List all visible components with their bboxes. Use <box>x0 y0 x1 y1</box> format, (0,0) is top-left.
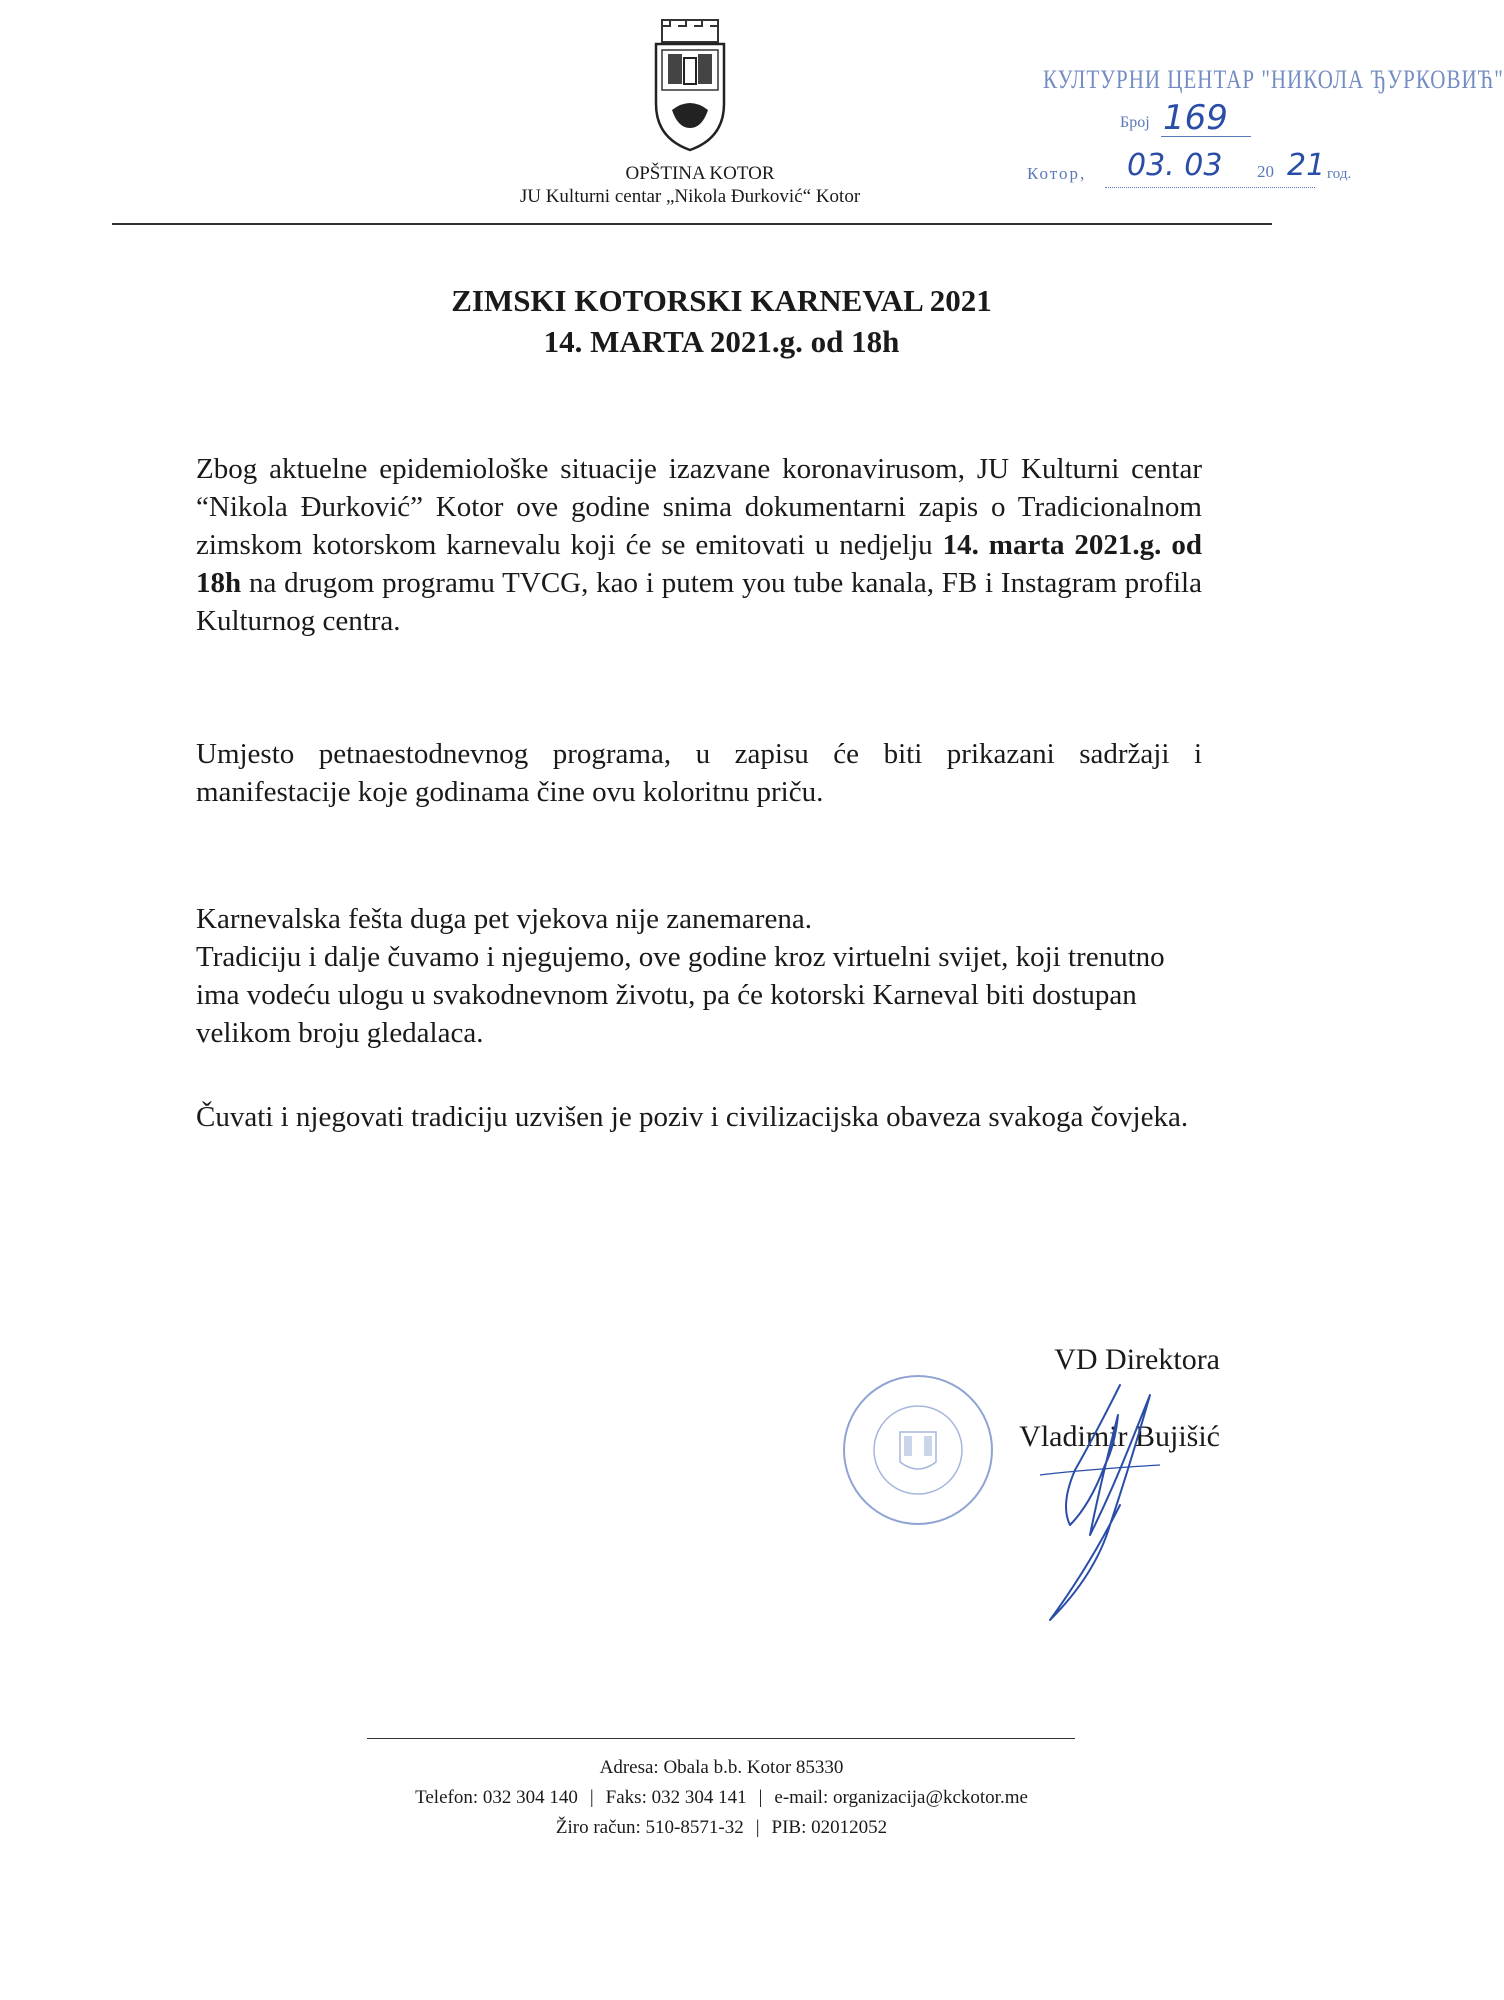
stamp-place-label: Котор, <box>1027 164 1087 183</box>
footer-divider <box>367 1738 1075 1739</box>
stamp-number-value: 169 <box>1163 98 1228 138</box>
paragraph-1-date: 14. marta 2021.g. od 18h <box>196 529 1202 599</box>
stamp-date-line <box>1105 187 1315 188</box>
stamp-year-prefix: 20 <box>1257 162 1274 181</box>
footer-account: Žiro račun: 510-8571-32 <box>555 1817 744 1838</box>
coat-of-arms-icon <box>650 18 730 154</box>
paragraph-3 <box>196 900 1202 1052</box>
paragraph-3-line-1: Karnevalska fešta duga pet vjekova nije zanemarena. <box>196 903 812 935</box>
footer-phone: Telefon: 032 304 140 <box>415 1787 578 1808</box>
paragraph-3-line-2: Tradiciju i dalje čuvamo i njegujemo, ove godine kroz virtuelni svijet, koji trenutno ima vodeću ulogu u svakodnevnom životu, pa će kotorski Karneval biti dostupan velikom broju gledalaca. <box>196 941 1165 1049</box>
paragraph-1-text-a: Zbog aktuelne epidemiološke situacije izazvane koronavirusom, JU Kulturni centar “Nikola Đurković” Kotor ove godine snima dokumentarni zapis o Tradicionalnom zimskom kotorskom karnevalu koji će se emitovati u nedjelju <box>196 453 1202 561</box>
paragraph-2: Umjesto petnaestodnevnog programa, u zapisu će biti prikazani sadržaji i manifestacije koje godinama čine ovu koloritnu priču. <box>196 738 1202 808</box>
footer-email[interactable]: e-mail: organizacija@kckotor.me <box>774 1787 1028 1808</box>
header-divider <box>112 223 1272 225</box>
signatory-title: VD Direktora <box>1054 1343 1220 1376</box>
registration-stamp <box>1027 64 1504 194</box>
footer-contacts: Telefon: 032 304 140 | Faks: 032 304 141 | e-mail: organizacija@kckotor.me <box>415 1787 1028 1808</box>
footer-address: Adresa: Obala b.b. Kotor 85330 <box>599 1757 844 1778</box>
municipality-name: OPŠTINA KOTOR <box>625 163 775 184</box>
paragraph-4: Čuvati i njegovati tradiciju uzvišen je poziv i civilizacijska obaveza svakoga čovjeka. <box>196 1101 1189 1133</box>
institution-name: JU Kulturni centar „Nikola Đurković“ Kotor <box>519 186 861 207</box>
footer-pib: PIB: 02012052 <box>771 1817 888 1838</box>
footer-fax: Faks: 032 304 141 <box>605 1787 747 1808</box>
stamp-number-line <box>1161 136 1251 137</box>
document-subtitle: 14. MARTA 2021.g. od 18h <box>543 324 900 359</box>
stamp-number-label: Број <box>1120 114 1150 131</box>
paragraph-1-text-b: na drugom programu TVCG, kao i putem you tube kanala, FB i Instagram profila Kulturnog centra. <box>196 567 1202 637</box>
footer-bank: Žiro račun: 510-8571-32 | PIB: 02012052 <box>555 1817 888 1838</box>
paragraph-1 <box>196 450 1202 640</box>
stamp-year-suffix: год. <box>1327 166 1352 182</box>
stamp-date-value: 03. 03 <box>1127 148 1223 183</box>
handwritten-signature-icon <box>1000 1375 1190 1625</box>
stamp-year-value: 21 <box>1287 148 1326 183</box>
document-title: ZIMSKI KOTORSKI KARNEVAL 2021 <box>451 283 992 318</box>
signatory-name: Vladimir Bujišić <box>1019 1420 1220 1453</box>
stamp-title: КУЛТУРНИ ЦЕНТАР "НИКОЛА ЂУРКОВИЋ" <box>1043 64 1504 94</box>
